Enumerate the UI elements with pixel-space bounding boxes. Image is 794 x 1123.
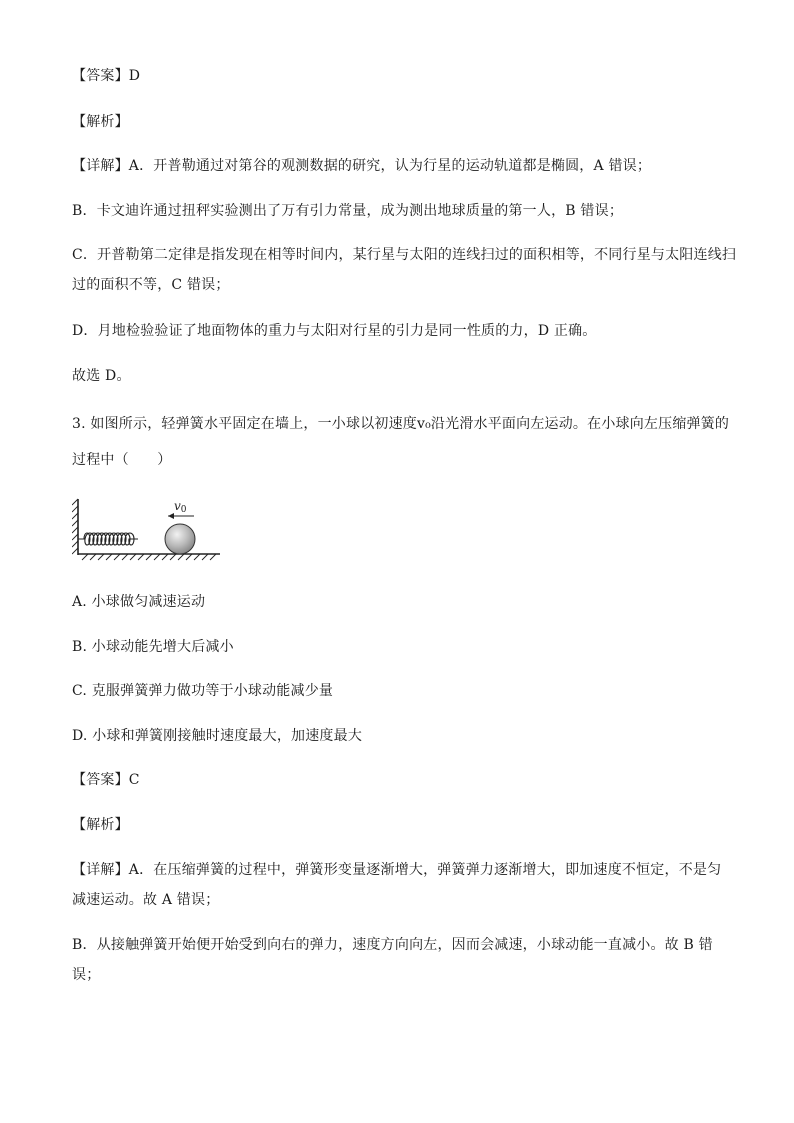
q3-option-b: B. 小球动能先增大后减小 bbox=[72, 639, 234, 655]
ground-hatch bbox=[82, 554, 216, 560]
q3-analysis-heading: 【解析】 bbox=[72, 817, 129, 833]
q3-stem-line2: 过程中（ ） bbox=[72, 452, 172, 468]
q3-stem-line1: 3. 如图所示，轻弹簧水平固定在墙上，一小球以初速度v₀沿光滑水平面向左运动。在小球向左压缩弹簧的 bbox=[72, 416, 730, 432]
q3-detail-b-line2: 误； bbox=[72, 967, 101, 983]
q2-answer: 【答案】D bbox=[72, 68, 141, 84]
q3-option-d: D. 小球和弹簧刚接触时速度最大，加速度最大 bbox=[72, 728, 363, 744]
q3-detail-a-line2: 减速运动。故 A 错误； bbox=[72, 892, 220, 908]
spring bbox=[78, 533, 138, 545]
spring-ball-figure bbox=[72, 495, 224, 565]
q3-answer: 【答案】C bbox=[72, 772, 140, 788]
q2-detail-b: B．卡文迪许通过扭秤实验测出了万有引力常量，成为测出地球质量的第一人，B 错误； bbox=[72, 203, 624, 219]
wall-hatch bbox=[72, 499, 78, 554]
q3-option-c: C. 克服弹簧弹力做功等于小球动能减少量 bbox=[72, 683, 334, 699]
q2-analysis-heading: 【解析】 bbox=[72, 114, 129, 130]
q3-detail-a-line1: 【详解】A．在压缩弹簧的过程中，弹簧形变量逐渐增大，弹簧弹力逐渐增大，即加速度不恒定，不是匀 bbox=[72, 862, 722, 878]
q3-detail-b-line1: B．从接触弹簧开始便开始受到向右的弹力，速度方向向左，因而会减速，小球动能一直减小。故 B 错 bbox=[72, 937, 713, 953]
velocity-arrowhead bbox=[168, 513, 174, 519]
q2-detail-c-line1: C．开普勒第二定律是指发现在相等时间内，某行星与太阳的连线扫过的面积相等，不同行星与太阳连线扫 bbox=[72, 247, 737, 263]
ball bbox=[165, 524, 195, 554]
q2-detail-c-line2: 过的面积不等，C 错误； bbox=[72, 277, 230, 293]
q3-option-a: A. 小球做匀减速运动 bbox=[72, 594, 206, 610]
q2-conclusion: 故选 D。 bbox=[72, 368, 131, 384]
q2-detail-a: 【详解】A．开普勒通过对第谷的观测数据的研究，认为行星的运动轨道都是椭圆，A 错误； bbox=[72, 158, 652, 174]
velocity-label: v0 bbox=[174, 499, 187, 515]
q2-detail-d: D．月地检验验证了地面物体的重力与太阳对行星的引力是同一性质的力，D 正确。 bbox=[72, 323, 597, 339]
